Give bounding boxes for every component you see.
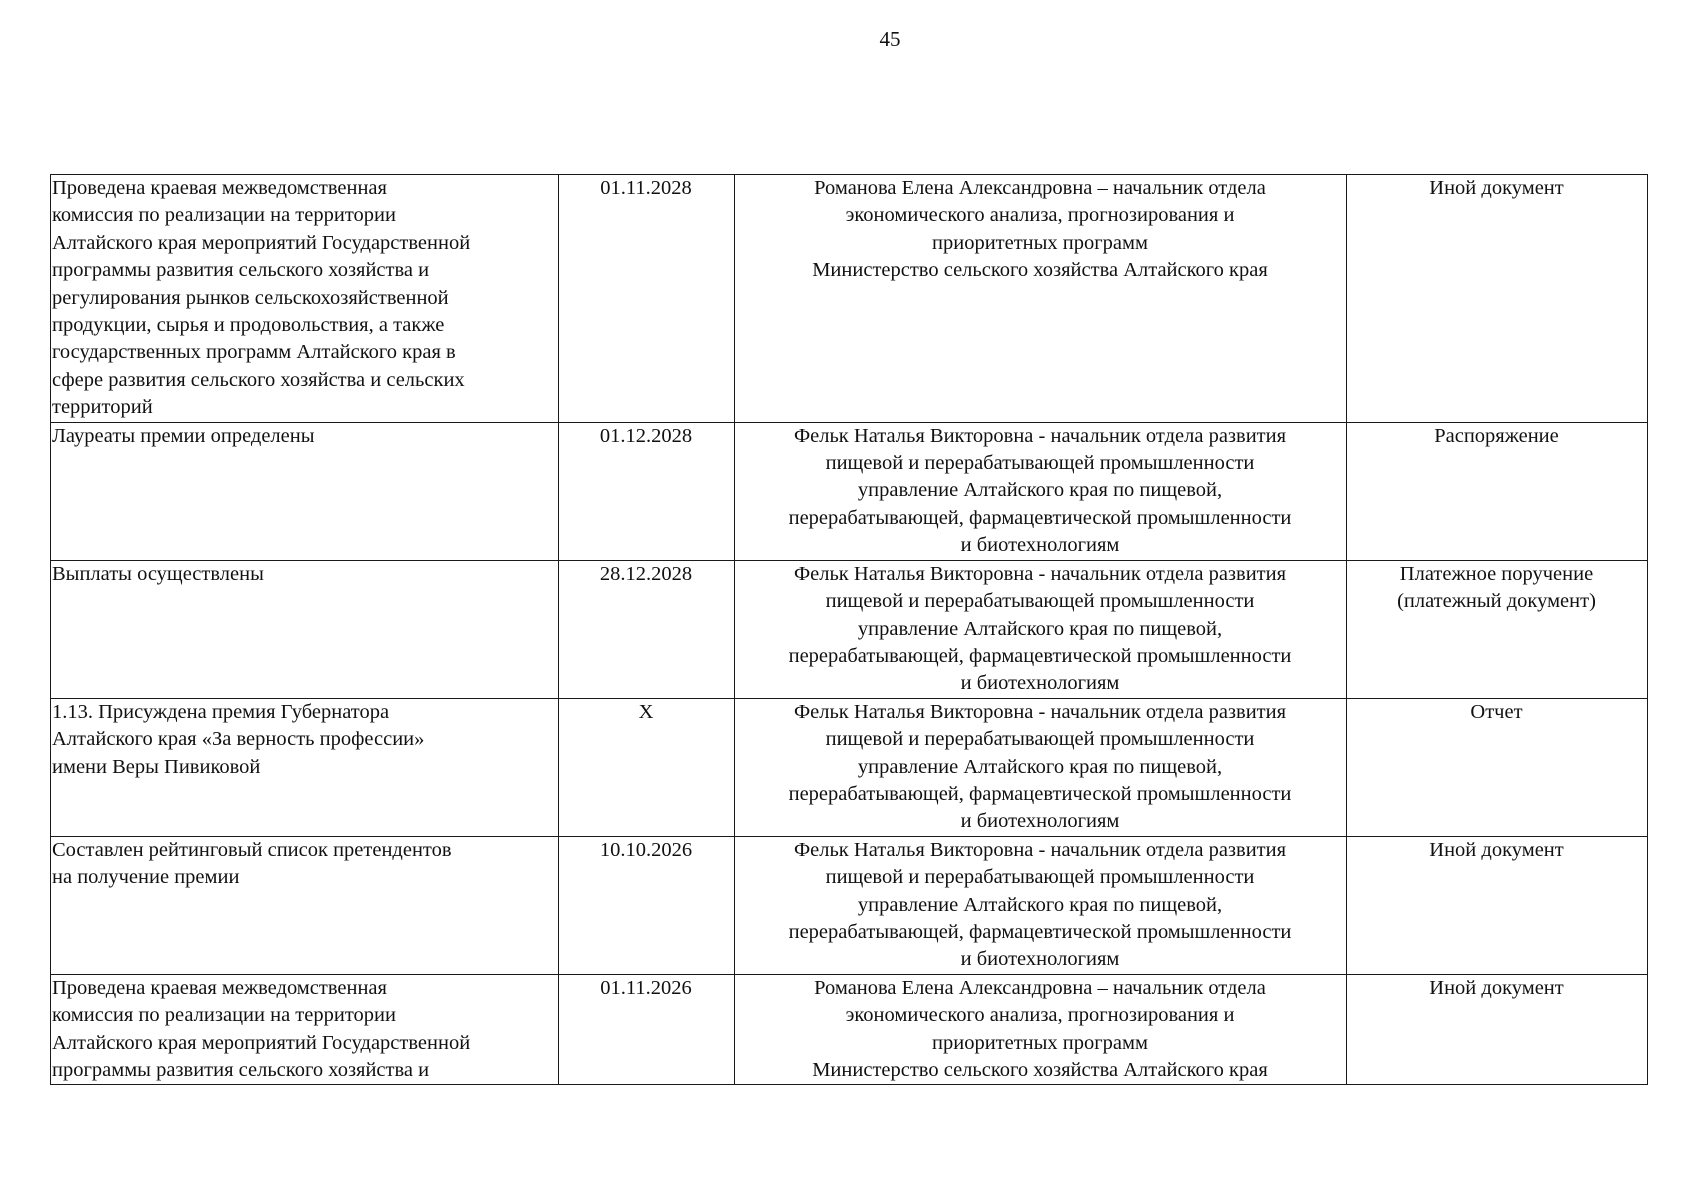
- date-cell: [559, 836, 735, 974]
- result-line: имени Веры Пивиковой: [52, 755, 261, 778]
- result-cell: [51, 175, 559, 423]
- table-row: [51, 974, 1648, 1085]
- result-line: Проведена краевая межведомственная: [52, 976, 387, 999]
- responsible-line: пищевой и перерабатывающей промышленности: [825, 866, 1255, 889]
- responsible-line: Фельк Наталья Викторовна - начальник отдела развития: [793, 700, 1287, 723]
- document-type-cell: [1347, 560, 1648, 698]
- result-line: 1.13. Присуждена премия Губернатора: [52, 700, 390, 723]
- responsible-line: управление Алтайского края по пищевой,: [857, 479, 1223, 502]
- responsible-line: Романова Елена Александровна – начальник отдела: [814, 177, 1266, 199]
- responsible-line: перерабатывающей, фармацевтической промышленности: [788, 644, 1292, 667]
- responsible-line: и биотехнологиям: [960, 672, 1120, 695]
- responsible-cell: [735, 175, 1347, 423]
- document-type-cell: [1347, 974, 1648, 1085]
- document-type-cell: [1347, 836, 1648, 974]
- date-value: 01.11.2026: [600, 976, 692, 999]
- responsible-line: перерабатывающей, фармацевтической промышленности: [788, 920, 1292, 943]
- date-cell: [559, 560, 735, 698]
- result-line: сфере развития сельского хозяйства и сельских: [52, 368, 465, 391]
- responsible-line: экономического анализа, прогнозирования и: [845, 204, 1235, 227]
- responsible-cell: [735, 974, 1347, 1085]
- responsible-line: пищевой и перерабатывающей промышленности: [825, 590, 1255, 613]
- responsible-cell: [735, 560, 1347, 698]
- result-line: комиссия по реализации на территории: [52, 1004, 396, 1027]
- responsible-line: экономического анализа, прогнозирования и: [845, 1004, 1235, 1027]
- date-cell: [559, 175, 735, 423]
- date-cell: [559, 698, 735, 836]
- responsible-line: пищевой и перерабатывающей промышленности: [825, 728, 1255, 751]
- date-value: 10.10.2026: [599, 838, 693, 861]
- result-line: регулирования рынков сельскохозяйственной: [52, 286, 449, 309]
- responsible-line: перерабатывающей, фармацевтической промышленности: [788, 782, 1292, 805]
- result-line: программы развития сельского хозяйства и: [52, 259, 430, 282]
- result-line: комиссия по реализации на территории: [52, 204, 396, 227]
- document-type: (платежный документ): [1397, 590, 1596, 613]
- responsible-cell: [735, 422, 1347, 560]
- result-line: государственных программ Алтайского края в: [52, 341, 456, 364]
- table-row: [51, 175, 1648, 423]
- responsible-line: управление Алтайского края по пищевой,: [857, 893, 1223, 916]
- date-value: Х: [638, 700, 654, 723]
- result-cell: [51, 422, 559, 560]
- document-type: Иной документ: [1429, 177, 1564, 199]
- responsible-line: перерабатывающей, фармацевтической промышленности: [788, 506, 1292, 529]
- document-type-cell: [1347, 698, 1648, 836]
- result-line: программы развития сельского хозяйства и: [52, 1059, 430, 1081]
- table-row: [51, 422, 1648, 560]
- plan-table: [50, 174, 1648, 1085]
- responsible-line: Министерство сельского хозяйства Алтайского края: [812, 1059, 1268, 1081]
- responsible-line: Романова Елена Александровна – начальник отдела: [814, 976, 1266, 999]
- date-value: 01.11.2028: [600, 177, 692, 199]
- responsible-cell: [735, 698, 1347, 836]
- result-cell: [51, 560, 559, 698]
- document-type-cell: [1347, 422, 1648, 560]
- table-row: [51, 836, 1648, 974]
- responsible-line: приоритетных программ: [932, 231, 1148, 254]
- result-line: Составлен рейтинговый список претендентов: [52, 838, 452, 861]
- table-row: [51, 560, 1648, 698]
- date-value: 28.12.2028: [599, 562, 693, 585]
- result-line: продукции, сырья и продовольствия, а также: [52, 314, 445, 337]
- responsible-line: и биотехнологиям: [960, 810, 1120, 833]
- result-line: Выплаты осуществлены: [52, 562, 264, 585]
- responsible-line: приоритетных программ: [932, 1031, 1148, 1054]
- date-cell: [559, 974, 735, 1085]
- date-cell: [559, 422, 735, 560]
- page-number: 45: [879, 27, 901, 51]
- date-value: 01.12.2028: [599, 424, 693, 447]
- result-cell: [51, 836, 559, 974]
- result-line: территорий: [52, 396, 153, 419]
- document-type: Иной документ: [1429, 838, 1564, 861]
- result-line: Проведена краевая межведомственная: [52, 177, 387, 199]
- responsible-line: Фельк Наталья Викторовна - начальник отдела развития: [793, 562, 1287, 585]
- responsible-cell: [735, 836, 1347, 974]
- responsible-line: управление Алтайского края по пищевой,: [857, 617, 1223, 640]
- result-line: Алтайского края мероприятий Государственной: [52, 1031, 471, 1054]
- result-cell: [51, 974, 559, 1085]
- document-type: Иной документ: [1429, 976, 1564, 999]
- result-line: Алтайского края мероприятий Государственной: [52, 231, 471, 254]
- result-line: Лауреаты премии определены: [52, 424, 315, 447]
- document-type: Распоряжение: [1434, 424, 1559, 447]
- document-type: Платежное поручение: [1399, 562, 1594, 585]
- responsible-line: и биотехнологиям: [960, 948, 1120, 971]
- responsible-line: Фельк Наталья Викторовна - начальник отдела развития: [793, 838, 1287, 861]
- responsible-line: управление Алтайского края по пищевой,: [857, 755, 1223, 778]
- responsible-line: Министерство сельского хозяйства Алтайского края: [812, 259, 1268, 282]
- result-line: Алтайского края «За верность профессии»: [52, 728, 425, 751]
- result-line: на получение премии: [52, 866, 240, 889]
- table-row: [51, 698, 1648, 836]
- responsible-line: пищевой и перерабатывающей промышленности: [825, 452, 1255, 475]
- document-type: Отчет: [1470, 700, 1523, 723]
- responsible-line: Фельк Наталья Викторовна - начальник отдела развития: [793, 424, 1287, 447]
- responsible-line: и биотехнологиям: [960, 534, 1120, 557]
- result-cell: [51, 698, 559, 836]
- document-type-cell: [1347, 175, 1648, 423]
